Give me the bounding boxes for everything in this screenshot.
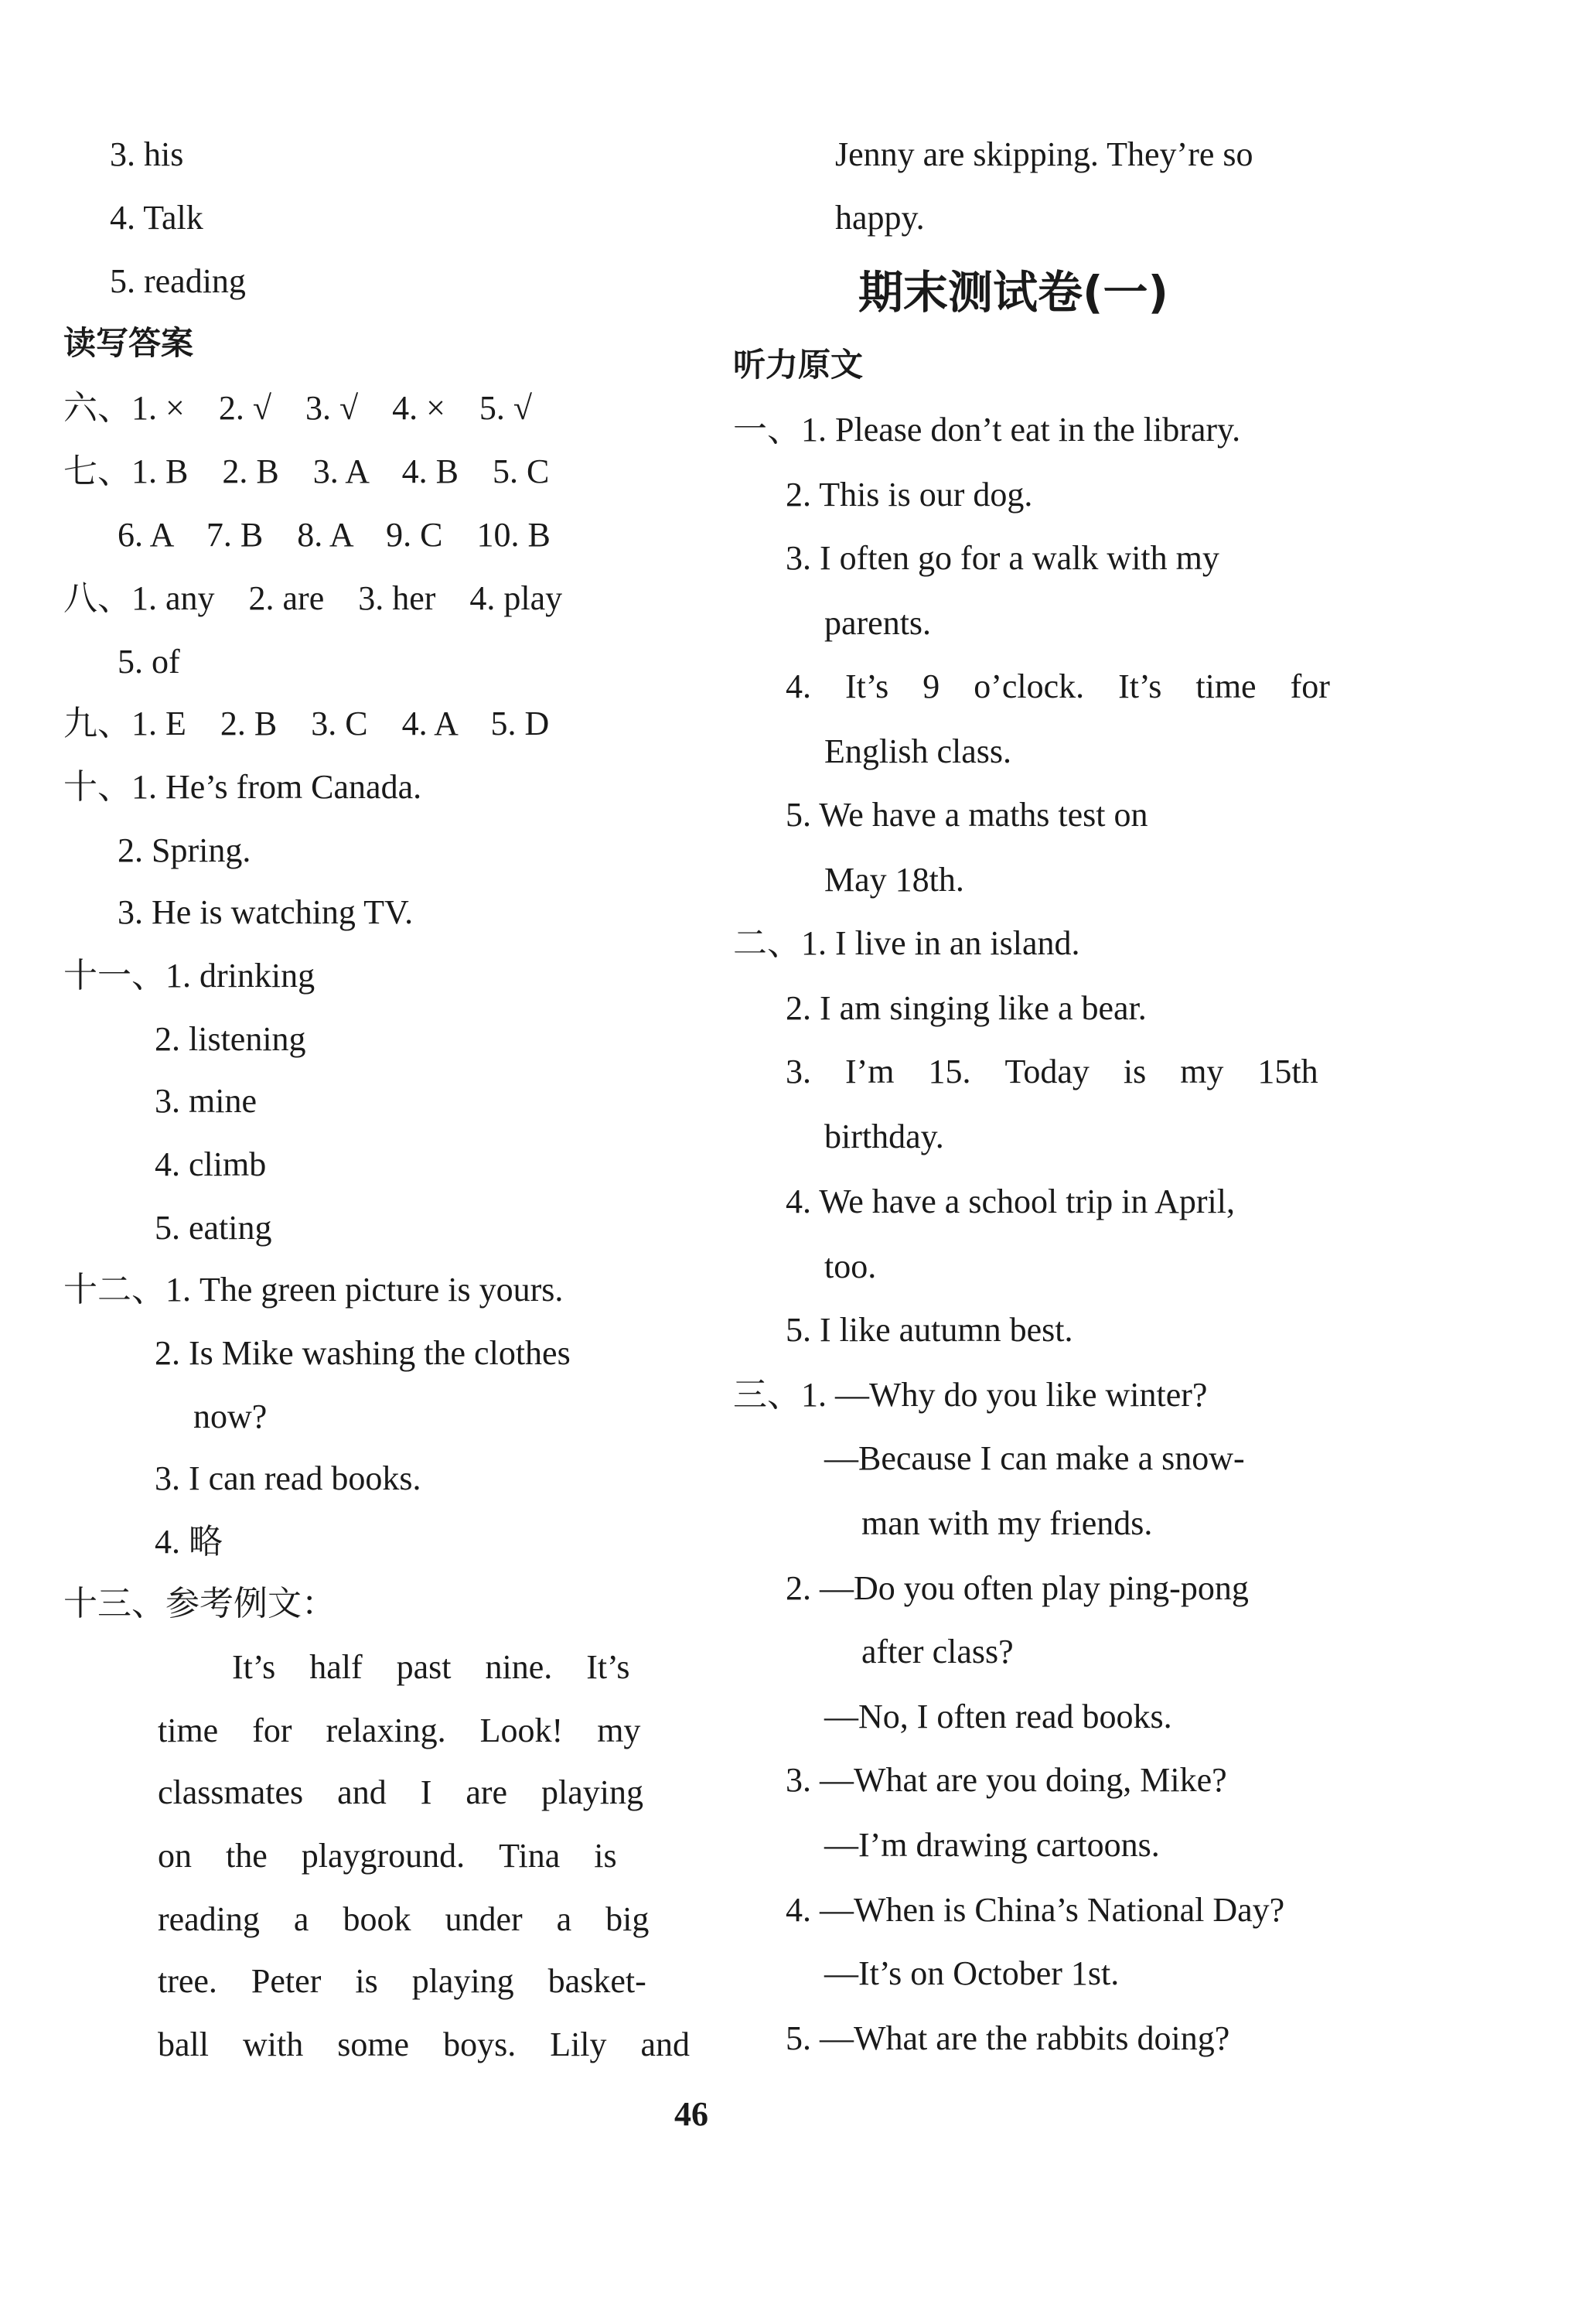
listening-line: 一、1. Please don’t eat in the library. bbox=[733, 411, 1241, 449]
answer-line: 十三、参考例文： bbox=[63, 1585, 336, 1623]
answer-line: 5. of bbox=[118, 643, 180, 681]
listening-line: 3. I’m 15. Today is my 15th bbox=[786, 1053, 1318, 1090]
listening-line: —Because I can make a snow- bbox=[824, 1439, 1245, 1477]
answer-line: 4. Talk bbox=[110, 199, 203, 237]
answer-line: 七、1. B 2. B 3. A 4. B 5. C bbox=[63, 452, 550, 490]
answer-line: 2. listening bbox=[155, 1020, 306, 1058]
listening-line: parents. bbox=[824, 604, 932, 642]
listening-line: birthday. bbox=[824, 1118, 944, 1155]
answer-line: 4. 略 bbox=[155, 1523, 223, 1561]
section-heading-reading-writing: 读写答案 bbox=[63, 324, 194, 362]
listening-line: 三、1. —Why do you like winter? bbox=[733, 1376, 1208, 1414]
listening-line: 2. I am singing like a bear. bbox=[786, 989, 1147, 1027]
answer-line: 3. his bbox=[110, 135, 184, 173]
answer-line: 六、1. × 2. √ 3. √ 4. × 5. √ bbox=[63, 389, 533, 427]
answer-line: 2. Is Mike washing the clothes bbox=[155, 1334, 571, 1372]
essay-line: tree. Peter is playing basket- bbox=[158, 1962, 646, 2000]
answer-line: 4. climb bbox=[155, 1145, 267, 1183]
essay-line: on the playground. Tina is bbox=[158, 1837, 617, 1875]
listening-line: May 18th. bbox=[824, 861, 964, 899]
essay-line: time for relaxing. Look! my bbox=[158, 1711, 641, 1749]
answer-line: 九、1. E 2. B 3. C 4. A 5. D bbox=[63, 705, 550, 742]
essay-line: ball with some boys. Lily and bbox=[158, 2025, 691, 2063]
answer-line: 5. reading bbox=[110, 262, 246, 300]
listening-line: English class. bbox=[824, 732, 1011, 770]
listening-line: 5. I like autumn best. bbox=[786, 1311, 1073, 1349]
section-heading-listening: 听力原文 bbox=[733, 346, 864, 384]
listening-line: 4. It’s 9 o’clock. It’s time for bbox=[786, 667, 1330, 705]
listening-line: 2. This is our dog. bbox=[786, 476, 1033, 514]
essay-continued-line: happy. bbox=[835, 199, 925, 237]
answer-line: 3. He is watching TV. bbox=[118, 893, 414, 931]
listening-line: 5. —What are the rabbits doing? bbox=[786, 2019, 1230, 2057]
answer-line: 3. I can read books. bbox=[155, 1459, 421, 1497]
answer-line: 5. eating bbox=[155, 1209, 272, 1247]
listening-line: 4. We have a school trip in April, bbox=[786, 1183, 1235, 1220]
answer-line: 2. Spring. bbox=[118, 831, 251, 869]
answer-line: now? bbox=[193, 1398, 268, 1435]
listening-line: —No, I often read books. bbox=[824, 1698, 1172, 1735]
exam-title: 期末测试卷(一) bbox=[858, 266, 1169, 319]
answer-line: 十一、1. drinking bbox=[63, 957, 315, 995]
listening-line: 4. —When is China’s National Day? bbox=[786, 1891, 1285, 1929]
essay-line: It’s half past nine. It’s bbox=[232, 1648, 630, 1686]
listening-line: 3. I often go for a walk with my bbox=[786, 539, 1219, 577]
listening-line: 二、1. I live in an island. bbox=[733, 924, 1080, 962]
listening-line: after class? bbox=[861, 1633, 1014, 1671]
listening-line: —It’s on October 1st. bbox=[824, 1954, 1120, 1992]
listening-line: 5. We have a maths test on bbox=[786, 796, 1148, 834]
answer-line: 十二、1. The green picture is yours. bbox=[63, 1271, 564, 1309]
listening-line: 3. —What are you doing, Mike? bbox=[786, 1761, 1227, 1799]
essay-line: reading a book under a big bbox=[158, 1900, 650, 1938]
listening-line: 2. —Do you often play ping-pong bbox=[786, 1569, 1249, 1607]
listening-line: —I’m drawing cartoons. bbox=[824, 1826, 1160, 1864]
listening-line: man with my friends. bbox=[861, 1504, 1153, 1542]
essay-line: classmates and I are playing bbox=[158, 1773, 644, 1811]
page-number: 46 bbox=[674, 2095, 708, 2133]
answer-line: 6. A 7. B 8. A 9. C 10. B bbox=[118, 516, 551, 554]
answer-line: 十、1. He’s from Canada. bbox=[63, 768, 422, 806]
listening-line: too. bbox=[824, 1247, 877, 1285]
answer-line: 3. mine bbox=[155, 1082, 257, 1120]
answer-line: 八、1. any 2. are 3. her 4. play bbox=[63, 579, 563, 617]
essay-continued-line: Jenny are skipping. They’re so bbox=[835, 135, 1253, 173]
